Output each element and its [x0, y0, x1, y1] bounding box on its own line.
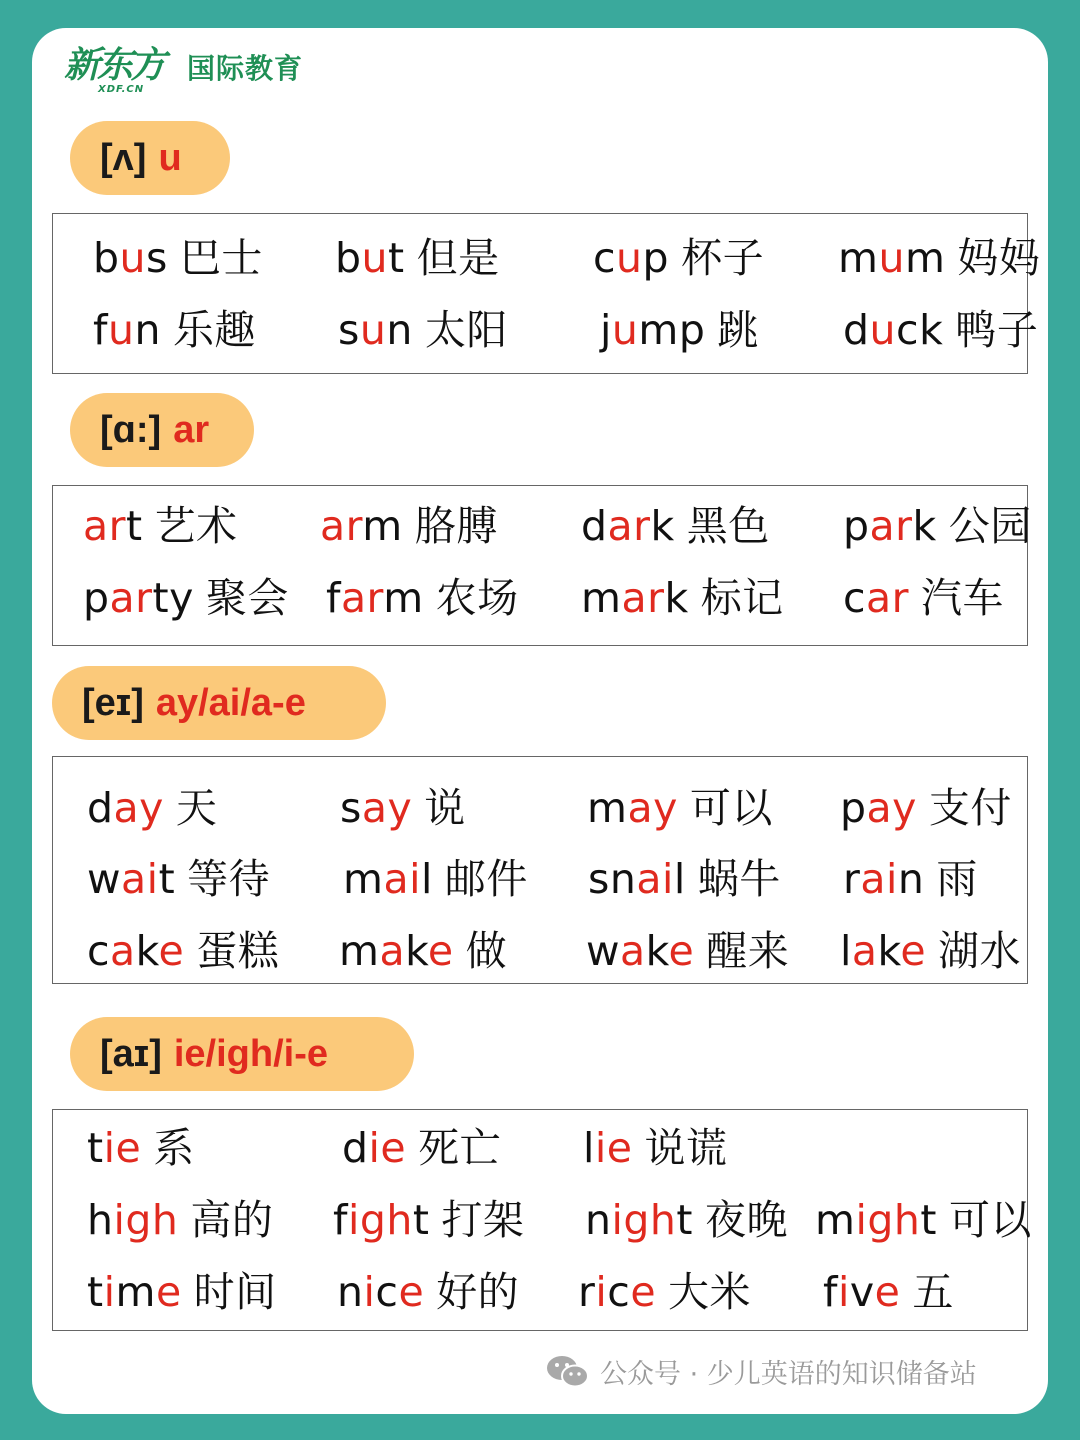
word-highlight: ar [109, 574, 153, 622]
section-header-pill [70, 121, 230, 195]
word-part: t [125, 502, 143, 550]
word-part: w [87, 855, 122, 903]
word-highlight: u [359, 306, 387, 354]
word-table [52, 1109, 1032, 1331]
word-highlight: u [616, 234, 643, 282]
word-part: l [673, 855, 686, 903]
word-highlight: a [851, 927, 878, 975]
word-translation: 鸭子 [955, 306, 1039, 354]
word-part: t [158, 855, 176, 903]
word-entry [581, 574, 784, 622]
brand-edu: 国际教育 [187, 52, 304, 85]
word-translation: 时间 [193, 1268, 277, 1316]
word-part: mp [638, 306, 706, 354]
word-part: m [838, 234, 879, 282]
word-translation: 五 [912, 1268, 954, 1316]
word-entry [585, 1196, 788, 1244]
word-entry [578, 1268, 751, 1316]
word-highlight: u [611, 306, 639, 354]
word-part: f [333, 1196, 348, 1244]
word-part: c [843, 574, 867, 622]
word-translation: 蜗牛 [697, 855, 781, 903]
word-highlight: u [107, 306, 135, 354]
word-translation: 蛋糕 [196, 927, 280, 975]
word-entry [337, 1268, 519, 1316]
word-entry [843, 574, 1004, 622]
phonetic-symbol: [ɑ:] [100, 408, 162, 451]
word-part: t [388, 234, 405, 282]
word-highlight: i [837, 1268, 850, 1316]
word-part: h [87, 1196, 114, 1244]
word-part: f [93, 306, 108, 354]
word-translation: 打架 [441, 1196, 525, 1244]
word-translation: 夜晚 [704, 1196, 788, 1244]
word-part: p [83, 574, 110, 622]
phonetic-symbol: [aɪ] [100, 1032, 162, 1075]
word-highlight: igh [611, 1196, 677, 1244]
word-translation: 邮件 [444, 855, 528, 903]
word-translation: 做 [465, 927, 508, 975]
word-highlight: ie [103, 1124, 142, 1172]
word-highlight: ay [627, 784, 678, 832]
word-part: l [420, 855, 433, 903]
word-translation: 天 [175, 784, 218, 832]
word-entry [87, 927, 279, 975]
word-translation: 妈妈 [957, 234, 1041, 282]
section-header-pill [70, 393, 254, 467]
word-translation: 但是 [416, 234, 500, 282]
word-translation: 系 [153, 1124, 195, 1172]
word-entry [93, 234, 263, 282]
word-highlight: e [427, 927, 454, 975]
word-translation: 农场 [435, 574, 519, 622]
word-translation: 好的 [436, 1268, 520, 1316]
word-translation: 高的 [190, 1196, 274, 1244]
word-translation: 说谎 [644, 1124, 728, 1172]
word-translation: 说 [424, 784, 466, 832]
word-translation: 杯子 [681, 234, 765, 282]
brand-name: 新东方 [64, 45, 164, 86]
footer-watermark [546, 1352, 977, 1391]
word-entry [87, 855, 270, 903]
word-highlight: e [158, 927, 185, 975]
word-part: m [383, 574, 424, 622]
word-part: c [87, 927, 111, 975]
wechat-icon [546, 1354, 590, 1390]
word-highlight: ar [869, 502, 913, 550]
word-part: t [412, 1196, 430, 1244]
word-highlight: ai [636, 855, 674, 903]
word-part: t [87, 1124, 104, 1172]
word-part: k [135, 927, 159, 975]
word-part: w [586, 927, 621, 975]
word-entry [588, 855, 781, 903]
word-translation: 湖水 [938, 927, 1022, 975]
content-card [32, 28, 1048, 1414]
word-highlight: ar [866, 574, 910, 622]
word-highlight: igh [347, 1196, 413, 1244]
word-part: v [849, 1268, 875, 1316]
word-part: m [815, 1196, 856, 1244]
word-entry [823, 1268, 954, 1316]
word-entry [843, 306, 1038, 354]
word-highlight: ar [83, 502, 126, 550]
word-entry [87, 1196, 273, 1244]
word-table [52, 213, 1041, 374]
word-part: m [587, 784, 628, 832]
word-highlight: ar [607, 502, 651, 550]
word-highlight: a [620, 927, 646, 975]
word-highlight: ai [860, 855, 898, 903]
word-part: m [343, 855, 384, 903]
word-part: k [877, 927, 901, 975]
word-entry [593, 234, 764, 282]
word-highlight: u [361, 234, 389, 282]
word-highlight: ay [866, 784, 917, 832]
word-part: s [340, 784, 362, 832]
brand-mark [64, 45, 164, 95]
word-part: m [339, 927, 380, 975]
word-translation: 可以 [948, 1196, 1032, 1244]
word-entry [83, 574, 289, 622]
word-highlight: a [110, 927, 136, 975]
word-entry [320, 502, 498, 550]
word-entry [338, 306, 508, 354]
word-part: p [840, 784, 867, 832]
word-part: d [581, 502, 608, 550]
word-entry [583, 1124, 728, 1172]
word-entry [840, 927, 1021, 975]
word-part: m [115, 1268, 156, 1316]
word-part: f [823, 1268, 838, 1316]
word-highlight: u [878, 234, 905, 282]
word-highlight: e [155, 1268, 182, 1316]
word-part: p [642, 234, 670, 282]
word-highlight: e [900, 927, 927, 975]
word-highlight: i [363, 1268, 376, 1316]
section-header-pill [52, 666, 386, 740]
word-highlight: ai [383, 855, 421, 903]
word-part: n [134, 306, 161, 354]
word-translation: 乐趣 [172, 306, 256, 354]
word-part: c [375, 1268, 399, 1316]
word-entry [339, 927, 507, 975]
word-part: n [585, 1196, 612, 1244]
word-part: sn [588, 855, 637, 903]
word-highlight: ay [361, 784, 413, 832]
word-part: t [676, 1196, 693, 1244]
footer-text: 公众号 · 少儿英语的知识储备站 [600, 1359, 977, 1390]
word-translation: 雨 [936, 855, 978, 903]
word-entry [335, 234, 500, 282]
word-highlight: igh [113, 1196, 179, 1244]
word-part: j [600, 306, 612, 354]
word-highlight: ie [594, 1124, 633, 1172]
word-part: k [645, 927, 669, 975]
word-part: ty [152, 574, 194, 622]
word-entry [587, 784, 773, 832]
word-translation: 太阳 [424, 306, 508, 354]
word-highlight: e [630, 1268, 657, 1316]
word-part: r [578, 1268, 596, 1316]
spelling-pattern: ay/ai/a-e [155, 681, 306, 724]
word-entry [600, 306, 759, 354]
word-highlight: ar [320, 502, 363, 550]
word-part: m [904, 234, 946, 282]
word-part: k [912, 502, 937, 550]
word-translation: 聚会 [205, 574, 289, 622]
word-entry [93, 306, 256, 354]
word-translation: 等待 [187, 855, 271, 903]
word-translation: 公园 [948, 502, 1032, 550]
word-highlight: u [119, 234, 147, 282]
phonetic-symbol: [eɪ] [82, 681, 144, 724]
word-translation: 汽车 [921, 574, 1005, 622]
word-translation: 大米 [668, 1268, 752, 1316]
word-entry [87, 784, 217, 832]
word-highlight: a [379, 927, 406, 975]
word-highlight: u [869, 306, 897, 354]
word-part: t [920, 1196, 937, 1244]
word-entry [87, 1268, 277, 1316]
word-translation: 支付 [928, 784, 1012, 832]
word-entry [326, 574, 519, 622]
spelling-pattern: ie/igh/i-e [173, 1032, 328, 1075]
word-table [52, 485, 1032, 646]
word-translation: 黑色 [686, 502, 770, 550]
word-highlight: ar [340, 574, 384, 622]
word-highlight: i [103, 1268, 116, 1316]
word-highlight: igh [855, 1196, 921, 1244]
word-part: r [843, 855, 861, 903]
word-entry [843, 855, 978, 903]
word-part: d [342, 1124, 369, 1172]
word-highlight: ie [368, 1124, 407, 1172]
word-translation: 可以 [689, 784, 773, 832]
word-entry [581, 502, 770, 550]
word-translation: 胳膊 [414, 502, 498, 550]
word-highlight: e [398, 1268, 425, 1316]
word-translation: 巴士 [179, 234, 263, 282]
word-table [52, 756, 1028, 984]
word-entry [342, 1124, 501, 1172]
word-part: m [581, 574, 622, 622]
word-entry [87, 1124, 195, 1172]
word-entry [843, 502, 1032, 550]
word-entry [333, 1196, 524, 1244]
word-translation: 死亡 [418, 1124, 502, 1172]
word-part: p [843, 502, 870, 550]
word-part: s [338, 306, 360, 354]
word-part: k [405, 927, 428, 975]
word-part: t [87, 1268, 104, 1316]
word-entry [815, 1196, 1032, 1244]
word-entry [840, 784, 1012, 832]
word-part: b [93, 234, 120, 282]
word-part: ck [896, 306, 944, 354]
word-entry [340, 784, 466, 832]
word-translation: 艺术 [154, 502, 238, 550]
word-part: b [335, 234, 362, 282]
spelling-pattern: u [158, 136, 182, 179]
word-part: f [326, 574, 341, 622]
word-highlight: ai [121, 855, 159, 903]
word-entry [838, 234, 1040, 282]
word-entry [343, 855, 528, 903]
word-highlight: ay [113, 784, 164, 832]
word-part: s [146, 234, 168, 282]
brand-logo [64, 45, 304, 95]
word-part: k [650, 502, 675, 550]
word-translation: 跳 [717, 306, 759, 354]
word-part: d [87, 784, 114, 832]
word-part: c [607, 1268, 631, 1316]
word-translation: 醒来 [706, 927, 790, 975]
word-entry [586, 927, 789, 975]
word-highlight: e [874, 1268, 901, 1316]
word-highlight: i [595, 1268, 608, 1316]
word-part: l [583, 1124, 595, 1172]
word-part: n [897, 855, 925, 903]
spelling-pattern: ar [173, 408, 210, 451]
brand-sub: XDF.CN [98, 84, 145, 95]
word-part: d [843, 306, 870, 354]
word-highlight: ar [621, 574, 665, 622]
word-part: m [362, 502, 403, 550]
word-part: l [840, 927, 852, 975]
word-part: n [386, 306, 413, 354]
phonetic-symbol: [ʌ] [100, 136, 147, 179]
word-highlight: e [668, 927, 695, 975]
word-part: n [337, 1268, 364, 1316]
section-header-pill [70, 1017, 414, 1091]
word-entry [83, 502, 238, 550]
word-part: c [593, 234, 617, 282]
word-part: k [664, 574, 689, 622]
word-translation: 标记 [700, 574, 784, 622]
